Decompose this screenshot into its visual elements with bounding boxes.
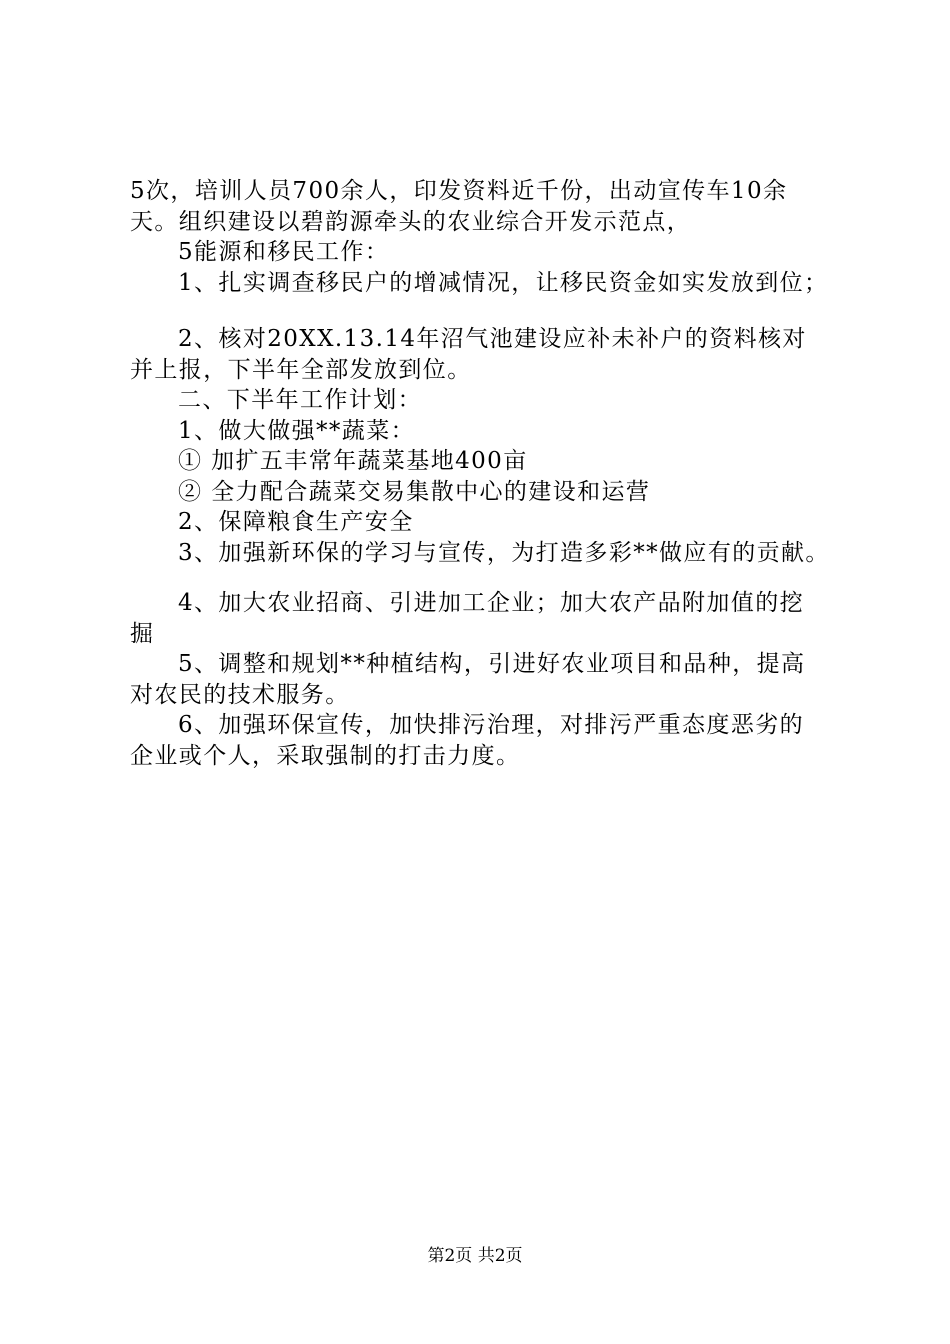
list-item: 1、做大做强**蔬菜： bbox=[178, 417, 416, 444]
text-line: 并上报，下半年全部发放到位。 bbox=[130, 356, 472, 383]
list-item: 1、扎实调查移民户的增减情况，让移民资金如实发放到位； bbox=[178, 269, 829, 296]
document-body bbox=[130, 176, 850, 771]
text-line: 企业或个人，采取强制的打击力度。 bbox=[130, 742, 521, 769]
section-heading: 5能源和移民工作： bbox=[178, 239, 390, 265]
list-item: 3、加强新环保的学习与宣传，为打造多彩**做应有的贡献。 bbox=[178, 539, 830, 566]
list-item: 2、核对20XX.13.14年沼气池建设应补未补户的资料核对 bbox=[178, 326, 807, 352]
sub-list-item: ① 加扩五丰常年蔬菜基地400亩 bbox=[178, 448, 528, 474]
page-footer: 第2页 共2页 bbox=[427, 1246, 523, 1266]
section-heading: 二、下半年工作计划： bbox=[178, 387, 422, 413]
text-line: 对农民的技术服务。 bbox=[130, 681, 350, 708]
text-line: 掘 bbox=[130, 620, 155, 647]
list-item: 2、保障粮食生产安全 bbox=[178, 509, 414, 535]
list-item: 5、调整和规划**种植结构，引进好农业项目和品种，提高 bbox=[178, 651, 806, 677]
list-item: 6、加强环保宣传，加快排污治理，对排污严重态度恶劣的 bbox=[178, 712, 805, 738]
sub-list-item: ② 全力配合蔬菜交易集散中心的建设和运营 bbox=[178, 478, 651, 505]
text-line: 5次，培训人员700余人，印发资料近千份，出动宣传车10余 bbox=[130, 178, 788, 204]
text-line: 天。组织建设以碧韵源牵头的农业综合开发示范点， bbox=[130, 208, 692, 235]
list-item: 4、加大农业招商、引进加工企业；加大农产品附加值的挖 bbox=[178, 590, 805, 616]
